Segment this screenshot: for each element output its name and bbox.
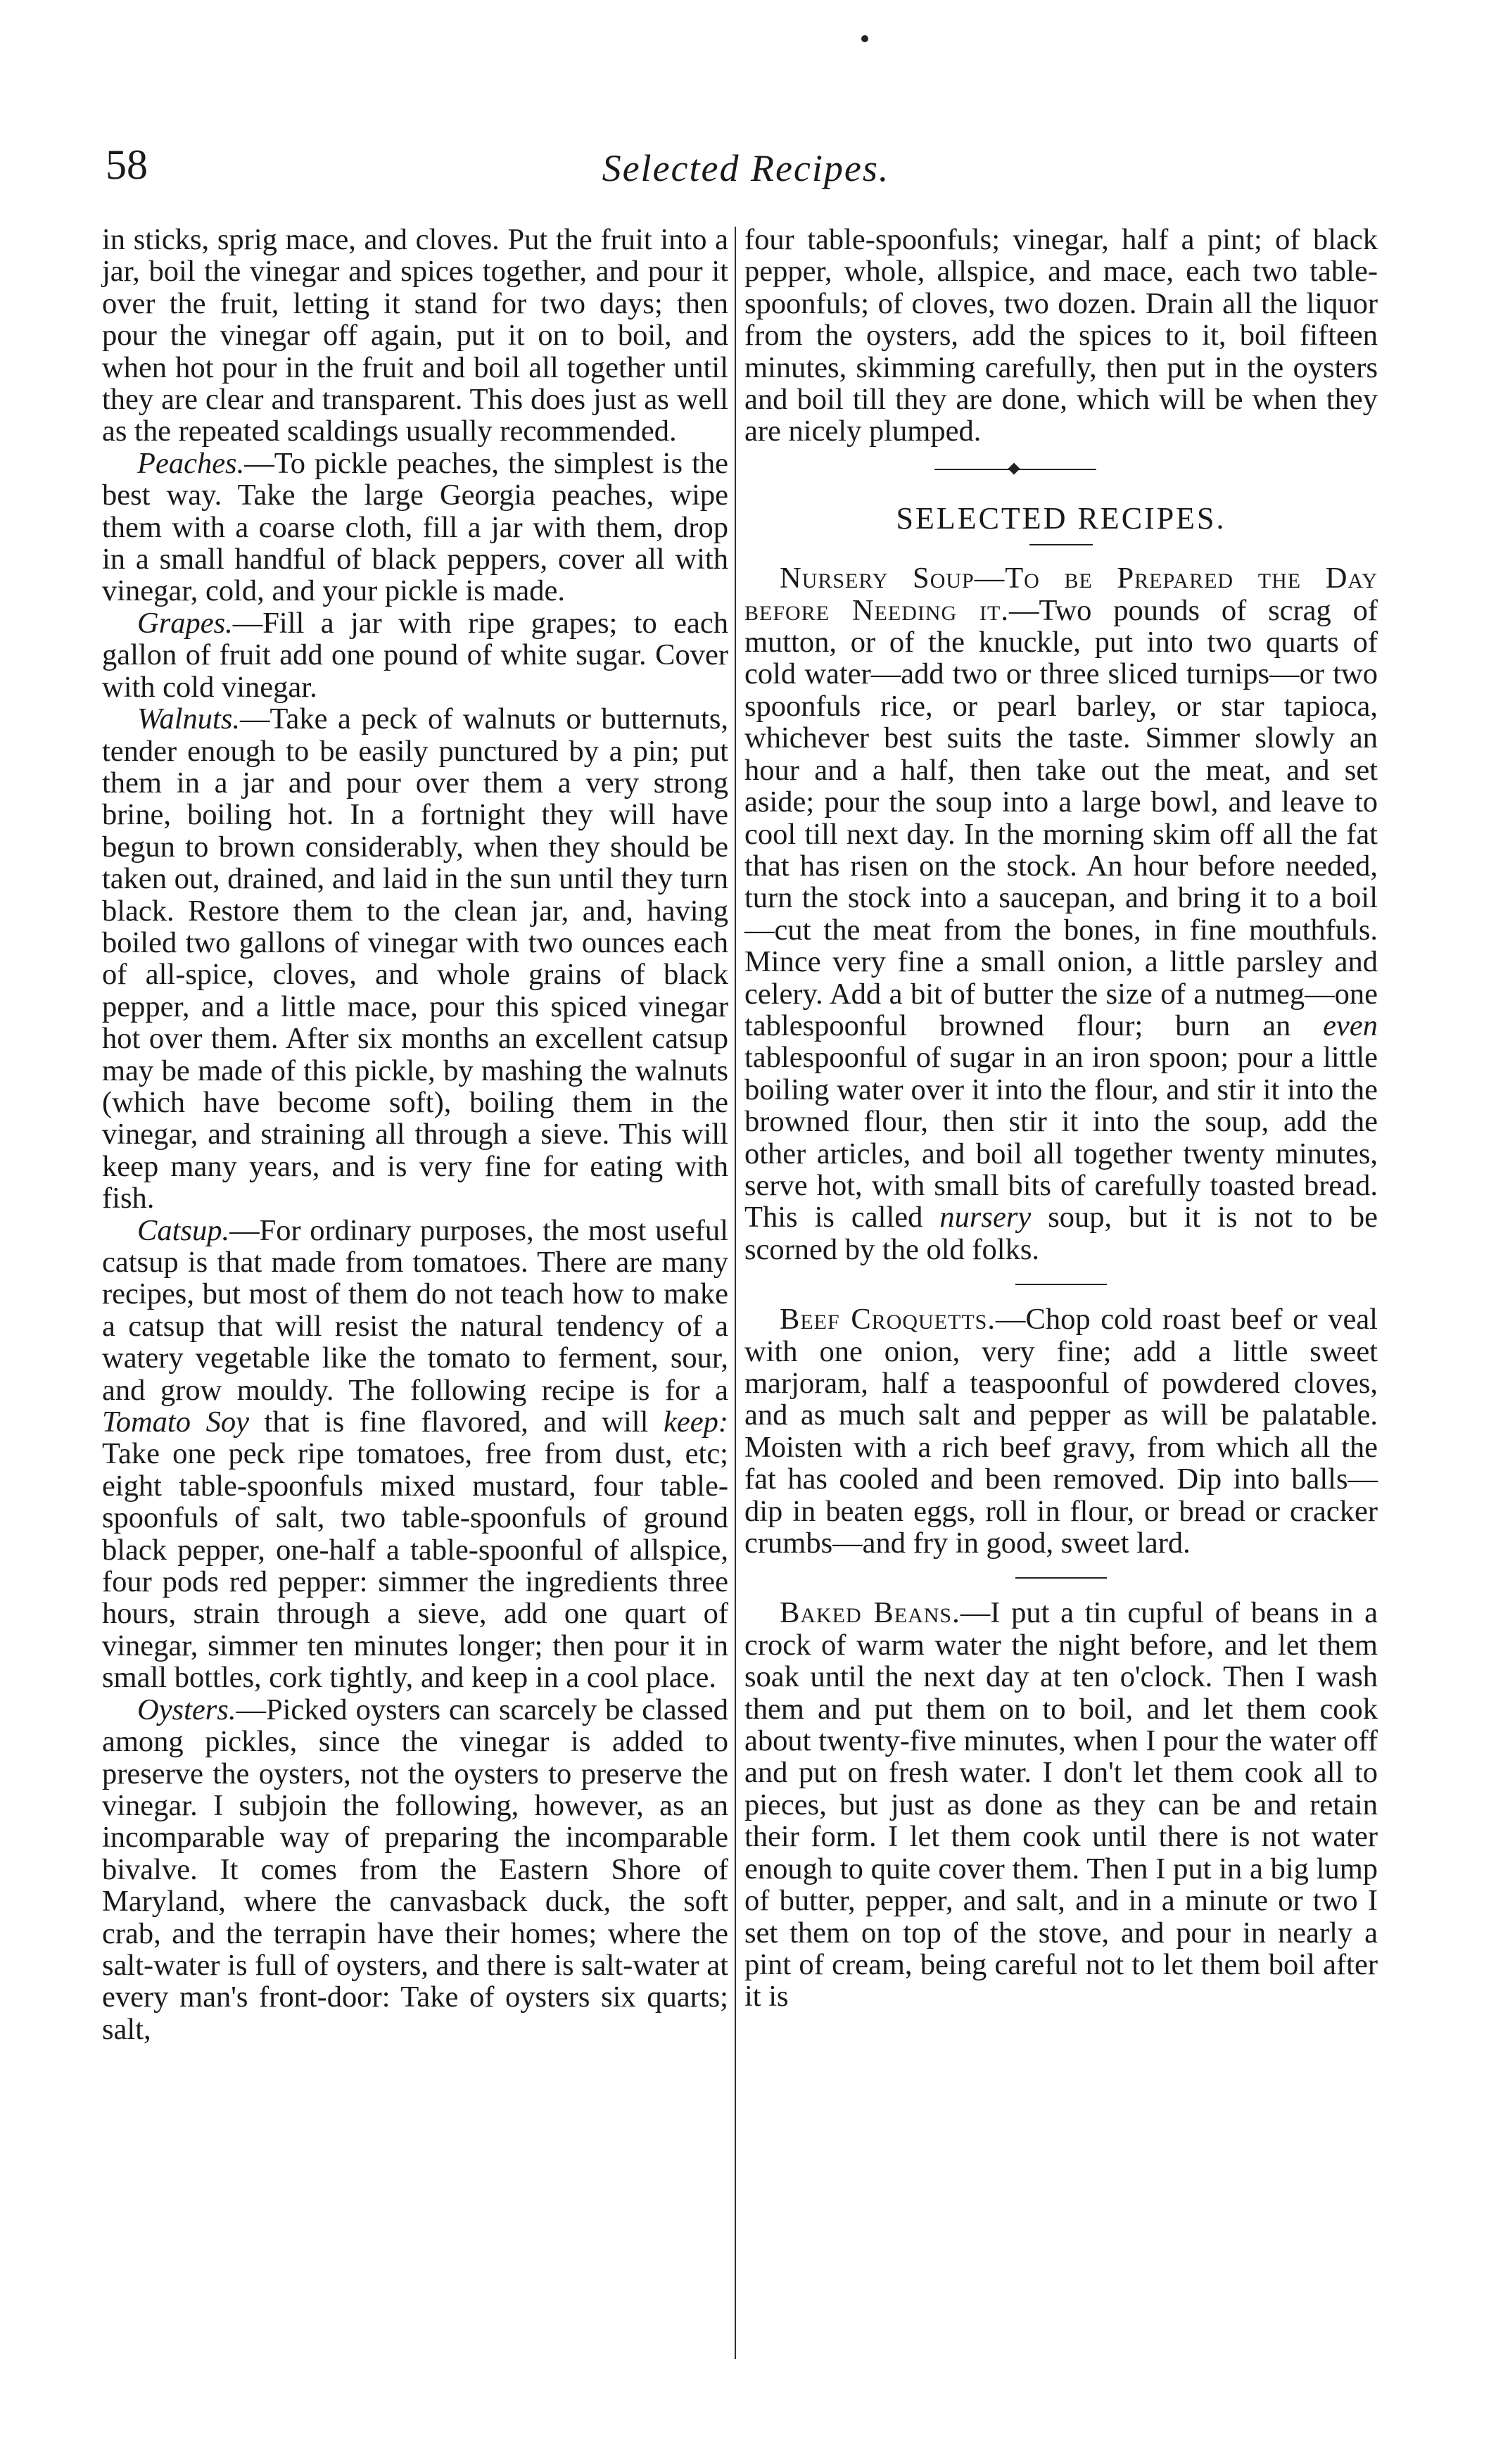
recipe-title-nursery-soup: Nursery Soup—To be Prepared the Day before Needing it.	[744, 562, 1378, 627]
recipe-text-beef-croquetts: —Chop cold roast beef or veal with one onion, very fine; add a little sweet marjoram, half a teaspoonful of powdered cloves, and as much salt and pepper as will be palatable. Moisten with a rich beef gravy, from which all the fat has cooled and been removed. Dip into balls—dip in beaten eggs, roll in flour, or bread or cracker crumbs—and fry in good, sweet lard.	[744, 1303, 1378, 1560]
paragraph-oysters-continued: four table-spoonfuls; vinegar, half a pint; of black pepper, whole, allspice, and mace, each two table-spoonfuls; of cloves, two dozen. Drain all the liquor from the oysters, add the spices to it, boil fifteen minutes, skimming carefully, then put in the oysters and boil till they are done, which will be when they are nicely plumped.	[744, 223, 1378, 448]
recipe-baked-beans	[744, 1597, 1378, 2012]
running-title: Selected Recipes.	[602, 147, 890, 189]
recipe-title-walnuts: Walnuts.	[137, 702, 241, 736]
recipe-title-oysters: Oysters.	[137, 1693, 236, 1726]
recipe-text-catsup-c: Take one peck ripe tomatoes, free from dust, etc; eight table-spoonfuls mixed mustard, four table-spoonfuls of salt, two table-spoonfuls of ground black pepper, one-half a table-spoonful of allspice, four pods red pepper: simmer the ingredients three hours, strain through a sieve, add one quart of vinegar, simmer ten minutes longer; then pour it in small bottles, cork tightly, and keep in a cool place.	[102, 1437, 728, 1695]
recipe-catsup	[102, 1215, 728, 1694]
short-rule	[1015, 1577, 1107, 1579]
short-rule	[1029, 544, 1093, 545]
recipe-beef-croquetts	[744, 1303, 1378, 1559]
recipe-title-baked-beans: Baked Beans.	[780, 1596, 960, 1630]
recipe-nursery-soup	[744, 562, 1378, 1265]
recipe-text-catsup-a: —For ordinary purposes, the most useful catsup is that made from tomatoes. There are many recipes, but most of them do not teach how to make a catsup that will resist the natural tendency of a watery vegetable like the tomato to ferment, sour, and grow mouldy. The following recipe is for a	[102, 1213, 728, 1407]
recipe-text-baked-beans: —I put a tin cupful of beans in a crock of warm water the night before, and let them soak until the next day at ten o'clock. Then I wash them and put them on to boil, and let them cook about twenty-five minutes, when I pour the water off and put on fresh water. I don't let them cook all to pieces, but just as done as they can be and retain their form. I let them cook until there is not water enough to quite cover them. Then I put in a big lump of butter, pepper, and salt, and in a minute or two I set them on top of the stove, and pour in nearly a pint of cream, being careful not to let them boil after it is	[744, 1596, 1378, 2014]
recipe-text-catsup-b: that is fine flavored, and will	[248, 1405, 664, 1439]
ornamental-rule	[744, 448, 1378, 490]
recipe-title-grapes: Grapes.	[137, 606, 233, 640]
column-divider	[735, 227, 736, 2359]
emphasis-keep: keep:	[663, 1405, 728, 1439]
left-column	[102, 224, 728, 2045]
section-heading: SELECTED RECIPES.	[896, 500, 1226, 536]
recipe-text-nursery-c: soup, but it is not to be scorned by the old folks.	[744, 1201, 1378, 1266]
emphasis-tomato-soy: Tomato Soy	[102, 1405, 249, 1439]
recipe-text-walnuts: —Take a peck of walnuts or butternuts, tender enough to be easily punctured by a pin; put them in a jar and pour over them a very strong brine, boiling hot. In a fortnight they will have begun to brown considerably, when they should be taken out, drained, and laid in the sun until they turn black. Restore them to the clean jar, and, having boiled two gallons of vinegar with two ounces each of all-spice, cloves, and whole grains of black pepper, and a little mace, pour this spiced vinegar hot over them. After six months an excellent catsup may be made of this pickle, by mashing the walnuts (which have become soft), boiling them in the vinegar, and straining all through a sieve. This will keep many years, and is very fine for eating with fish.	[102, 702, 728, 1215]
paragraph-continued: in sticks, sprig mace, and cloves. Put the fruit into a jar, boil the vinegar and spices together, and pour it over the fruit, letting it stand for two days; then pour the vinegar off again, put it on to boil, and when hot pour in the fruit and boil all together until they are clear and transparent. This does just as well as the repeated scaldings usually recommended.	[102, 223, 728, 448]
recipe-text-peaches: —To pickle peaches, the simplest is the best way. Take the large Georgia peaches, wipe them with a coarse cloth, fill a jar with them, drop in a small handful of black peppers, cover all with vinegar, cold, and your pickle is made.	[102, 446, 728, 608]
recipe-peaches	[102, 448, 728, 607]
emphasis-even: even	[1323, 1009, 1378, 1042]
emphasis-nursery: nursery	[939, 1201, 1032, 1234]
recipe-title-beef-croquetts: Beef Croquetts.	[780, 1303, 996, 1337]
recipe-text-oysters: —Picked oysters can scarcely be classed among pickles, since the vinegar is added to preserve the oysters, not the oysters to preserve the vinegar. I subjoin the following, however, as an incomparable way of preparing the incomparable bivalve. It comes from the Eastern Shore of Maryland, where the canvasback duck, the soft crab, and the terrapin have their homes; where the salt-water is full of oysters, and there is salt-water at every man's front-door: Take of oysters six quarts; salt,	[102, 1693, 728, 2046]
recipe-text-grapes: —Fill a jar with ripe grapes; to each gallon of fruit add one pound of white sugar. Cover with cold vinegar.	[102, 606, 728, 704]
ink-dot	[861, 35, 868, 42]
recipe-text-nursery-b: tablespoonful of sugar in an iron spoon; pour a little boiling water over it into the flour, and stir it into the browned flour, then stir it into the soup, add the other articles, and boil all together twenty minutes, serve hot, with small bits of carefully toasted bread. This is called	[744, 1041, 1378, 1234]
short-rule	[1015, 1284, 1107, 1285]
recipe-text-nursery-a: —Two pounds of scrag of mutton, or of the knuckle, put into two quarts of cold water—add two or three sliced turnips—or two spoonfuls rice, or pearl barley, or star tapioca, whichever best suits the taste. Simmer slowly an hour and a half, then take out the meat, and set aside; pour the soup into a large bowl, and leave to cool till next day. In the morning skim off all the fat that has risen on the stock. An hour before needed, turn the stock into a saucepan, and bring it to a boil—cut the meat from the bones, in fine mouthfuls. Mince very fine a small onion, a little parsley and celery. Add a bit of butter the size of a nutmeg—one tablespoonful browned flour; burn an	[744, 593, 1378, 1042]
recipe-walnuts	[102, 703, 728, 1215]
page-number: 58	[106, 141, 148, 188]
recipe-grapes	[102, 607, 728, 703]
recipe-title-catsup: Catsup.	[137, 1213, 230, 1247]
recipe-oysters	[102, 1694, 728, 2045]
recipe-title-peaches: Peaches.	[137, 446, 245, 480]
right-column	[744, 224, 1378, 2013]
page-header	[106, 141, 1386, 204]
